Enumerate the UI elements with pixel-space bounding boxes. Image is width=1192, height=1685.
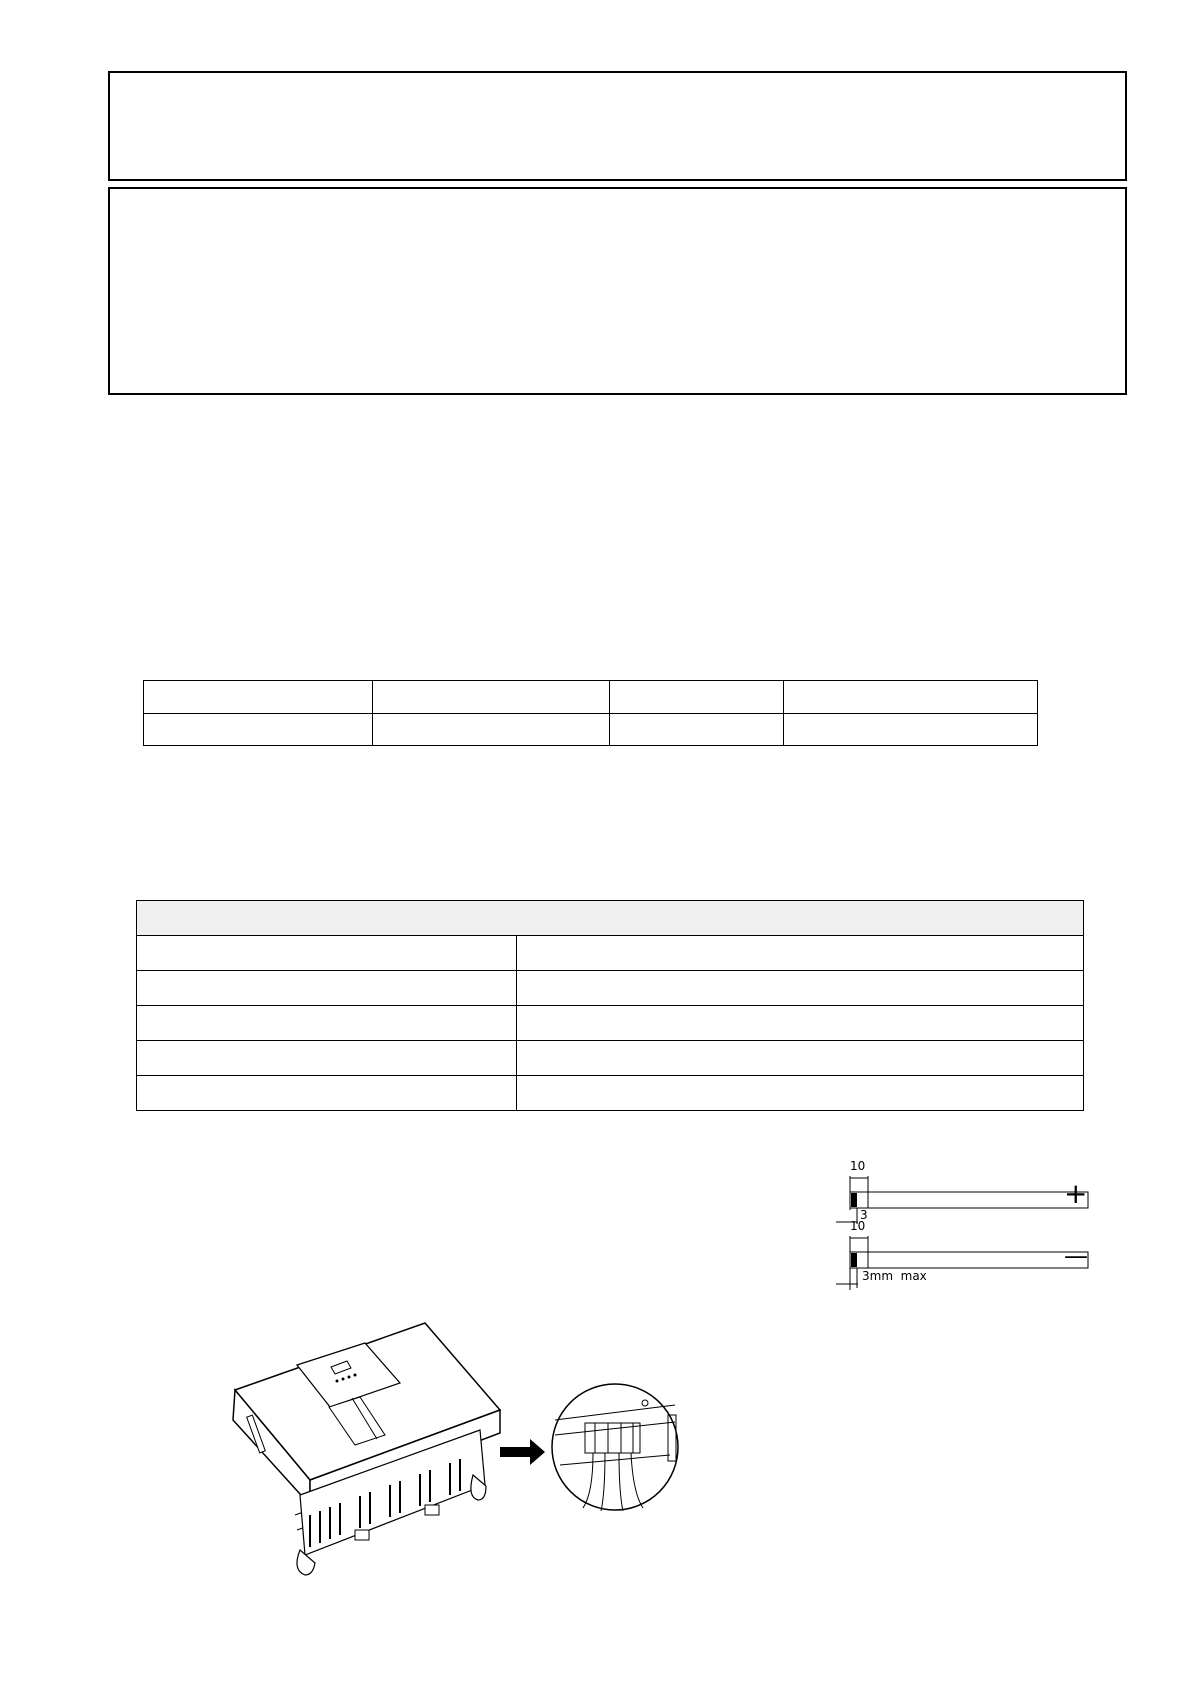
table-cell — [517, 1076, 1084, 1111]
spec-table-small — [143, 680, 1038, 746]
table-cell — [784, 713, 1038, 746]
negative-sign: — — [1064, 1242, 1088, 1270]
table-cell — [137, 1006, 517, 1041]
positive-tip-length-label: 3 — [860, 1208, 868, 1222]
table-cell — [137, 936, 517, 971]
table-cell — [144, 713, 373, 746]
table-cell — [137, 971, 517, 1006]
negative-strip-length-label: 10 — [850, 1219, 866, 1233]
table-cell — [610, 681, 784, 714]
note-box-top — [108, 71, 1127, 181]
spec-table-large — [136, 900, 1084, 1111]
wire-strip-diagram — [832, 1159, 1102, 1297]
table-row — [137, 936, 1084, 971]
table-cell — [373, 681, 610, 714]
table-cell — [144, 681, 373, 714]
inverter-svg — [225, 1315, 695, 1585]
positive-sign: + — [1064, 1177, 1088, 1210]
table-row — [137, 971, 1084, 1006]
table-cell — [137, 1076, 517, 1111]
positive-strip-length-label: 10 — [850, 1159, 866, 1173]
table-cell — [137, 1041, 517, 1076]
table-cell — [610, 713, 784, 746]
table-row — [144, 713, 1038, 746]
table-header-cell — [137, 901, 1084, 936]
table-row — [137, 1041, 1084, 1076]
table-cell — [517, 971, 1084, 1006]
table-row — [137, 1076, 1084, 1111]
table-cell — [517, 936, 1084, 971]
table-cell — [517, 1041, 1084, 1076]
warning-box — [108, 187, 1127, 395]
negative-tip-length-label: 3mm max — [862, 1269, 927, 1283]
positive-wire — [836, 1162, 1088, 1224]
table-cell — [784, 681, 1038, 714]
table-row — [137, 1006, 1084, 1041]
table-row — [144, 681, 1038, 714]
table-cell — [373, 713, 610, 746]
table-cell — [517, 1006, 1084, 1041]
inverter-illustration — [225, 1315, 695, 1585]
table-header-row — [137, 901, 1084, 936]
